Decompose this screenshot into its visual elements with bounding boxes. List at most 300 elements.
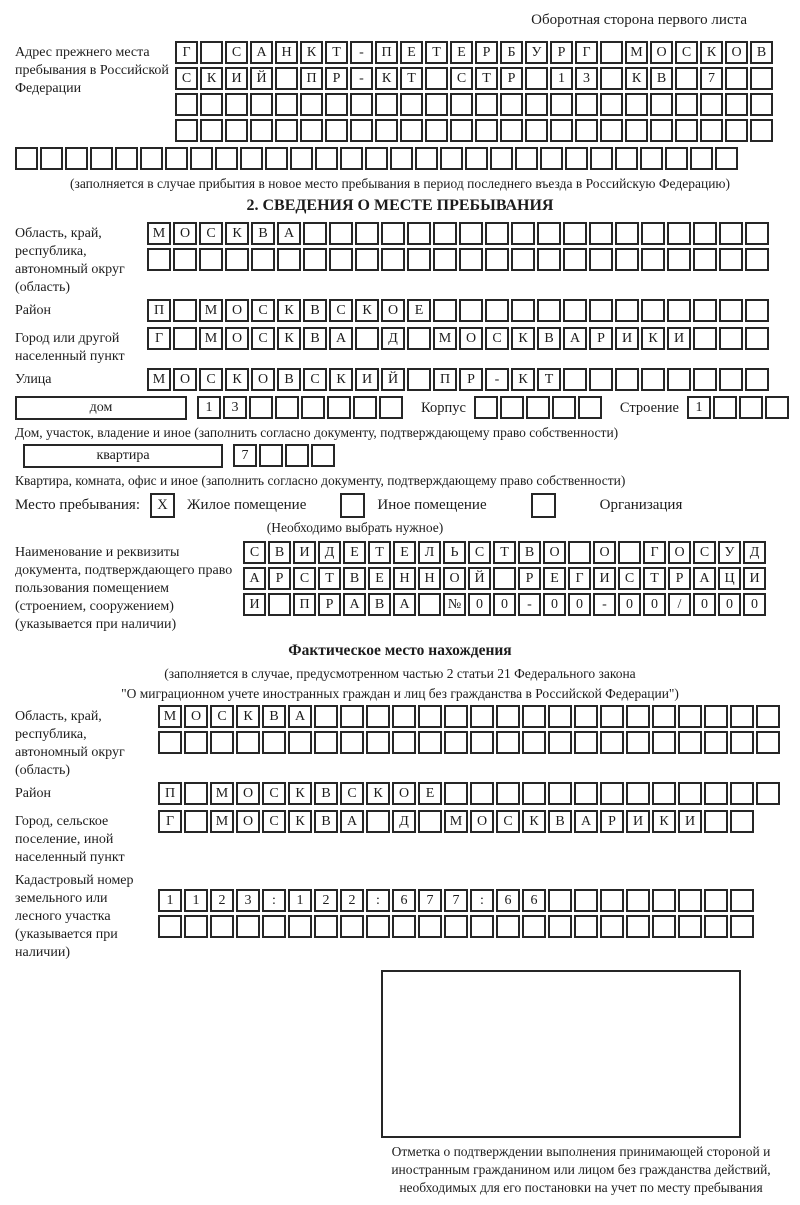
char-cell[interactable]: [425, 93, 448, 116]
char-cell[interactable]: В: [251, 222, 275, 245]
char-cell[interactable]: 2: [314, 889, 338, 912]
char-cell[interactable]: [615, 299, 639, 322]
char-cell[interactable]: 3: [575, 67, 598, 90]
char-cell[interactable]: 0: [643, 593, 666, 616]
char-cell[interactable]: [525, 119, 548, 142]
char-cell[interactable]: [589, 368, 613, 391]
char-cell[interactable]: [184, 915, 208, 938]
char-cell[interactable]: К: [355, 299, 379, 322]
char-cell[interactable]: К: [700, 41, 723, 64]
char-cell[interactable]: [704, 810, 728, 833]
char-cell[interactable]: №: [443, 593, 466, 616]
char-cell[interactable]: [640, 147, 663, 170]
char-cell[interactable]: [739, 396, 763, 419]
char-cell[interactable]: Д: [743, 541, 766, 564]
char-cell[interactable]: [540, 147, 563, 170]
char-cell[interactable]: [552, 396, 576, 419]
char-cell[interactable]: М: [199, 299, 223, 322]
char-cell[interactable]: [719, 368, 743, 391]
char-cell[interactable]: Р: [550, 41, 573, 64]
char-cell[interactable]: Е: [400, 41, 423, 64]
char-cell[interactable]: [485, 299, 509, 322]
char-cell[interactable]: [522, 915, 546, 938]
char-cell[interactable]: [750, 67, 773, 90]
stay-type-checkbox-other[interactable]: [340, 493, 365, 518]
char-cell[interactable]: 6: [522, 889, 546, 912]
char-cell[interactable]: К: [366, 782, 390, 805]
char-cell[interactable]: [315, 147, 338, 170]
char-cell[interactable]: [340, 705, 364, 728]
char-cell[interactable]: [173, 299, 197, 322]
char-cell[interactable]: [615, 248, 639, 271]
char-cell[interactable]: [652, 782, 676, 805]
char-cell[interactable]: [500, 119, 523, 142]
char-cell[interactable]: Г: [147, 327, 171, 350]
char-cell[interactable]: А: [250, 41, 273, 64]
char-cell[interactable]: Т: [493, 541, 516, 564]
char-cell[interactable]: [240, 147, 263, 170]
char-cell[interactable]: [262, 731, 286, 754]
char-cell[interactable]: -: [518, 593, 541, 616]
char-cell[interactable]: В: [650, 67, 673, 90]
char-cell[interactable]: М: [210, 782, 234, 805]
char-cell[interactable]: [548, 705, 572, 728]
char-cell[interactable]: [537, 299, 561, 322]
char-cell[interactable]: Р: [318, 593, 341, 616]
char-cell[interactable]: [262, 915, 286, 938]
char-cell[interactable]: [526, 396, 550, 419]
char-cell[interactable]: [490, 147, 513, 170]
char-cell[interactable]: Е: [543, 567, 566, 590]
char-cell[interactable]: П: [433, 368, 457, 391]
char-cell[interactable]: [590, 147, 613, 170]
char-cell[interactable]: П: [147, 299, 171, 322]
char-cell[interactable]: [675, 119, 698, 142]
char-cell[interactable]: [522, 782, 546, 805]
char-cell[interactable]: [200, 93, 223, 116]
char-cell[interactable]: [173, 327, 197, 350]
char-cell[interactable]: [678, 731, 702, 754]
char-cell[interactable]: [600, 889, 624, 912]
char-cell[interactable]: [511, 299, 535, 322]
char-cell[interactable]: [40, 147, 63, 170]
char-cell[interactable]: В: [262, 705, 286, 728]
char-cell[interactable]: [615, 222, 639, 245]
char-cell[interactable]: О: [650, 41, 673, 64]
char-cell[interactable]: М: [158, 705, 182, 728]
char-cell[interactable]: К: [200, 67, 223, 90]
char-cell[interactable]: [400, 119, 423, 142]
char-cell[interactable]: К: [225, 368, 249, 391]
char-cell[interactable]: [340, 147, 363, 170]
char-cell[interactable]: [719, 327, 743, 350]
char-cell[interactable]: В: [314, 782, 338, 805]
char-cell[interactable]: М: [147, 222, 171, 245]
char-cell[interactable]: [474, 396, 498, 419]
char-cell[interactable]: [470, 782, 494, 805]
char-cell[interactable]: Т: [318, 567, 341, 590]
char-cell[interactable]: [355, 248, 379, 271]
char-cell[interactable]: [600, 915, 624, 938]
char-cell[interactable]: О: [543, 541, 566, 564]
char-cell[interactable]: [459, 248, 483, 271]
char-cell[interactable]: 7: [700, 67, 723, 90]
char-cell[interactable]: [626, 915, 650, 938]
char-cell[interactable]: Й: [381, 368, 405, 391]
char-cell[interactable]: [574, 782, 598, 805]
char-cell[interactable]: [641, 222, 665, 245]
char-cell[interactable]: [525, 67, 548, 90]
char-cell[interactable]: [433, 248, 457, 271]
char-cell[interactable]: Й: [250, 67, 273, 90]
char-cell[interactable]: Ц: [718, 567, 741, 590]
char-cell[interactable]: О: [225, 327, 249, 350]
char-cell[interactable]: [450, 93, 473, 116]
char-cell[interactable]: [355, 222, 379, 245]
char-cell[interactable]: А: [329, 327, 353, 350]
char-cell[interactable]: [485, 248, 509, 271]
char-cell[interactable]: [200, 41, 223, 64]
char-cell[interactable]: С: [199, 368, 223, 391]
char-cell[interactable]: [444, 731, 468, 754]
char-cell[interactable]: Д: [381, 327, 405, 350]
char-cell[interactable]: [285, 444, 309, 467]
char-cell[interactable]: [693, 222, 717, 245]
char-cell[interactable]: [390, 147, 413, 170]
char-cell[interactable]: [667, 299, 691, 322]
char-cell[interactable]: [418, 705, 442, 728]
char-cell[interactable]: [600, 119, 623, 142]
char-cell[interactable]: [215, 147, 238, 170]
char-cell[interactable]: В: [548, 810, 572, 833]
char-cell[interactable]: 3: [236, 889, 260, 912]
char-cell[interactable]: [225, 93, 248, 116]
char-cell[interactable]: [350, 93, 373, 116]
char-cell[interactable]: И: [678, 810, 702, 833]
char-cell[interactable]: [425, 119, 448, 142]
char-cell[interactable]: [444, 915, 468, 938]
char-cell[interactable]: К: [511, 368, 535, 391]
char-cell[interactable]: К: [225, 222, 249, 245]
char-cell[interactable]: К: [329, 368, 353, 391]
char-cell[interactable]: [418, 810, 442, 833]
char-cell[interactable]: О: [236, 810, 260, 833]
char-cell[interactable]: [470, 705, 494, 728]
char-cell[interactable]: [407, 327, 431, 350]
char-cell[interactable]: 6: [392, 889, 416, 912]
char-cell[interactable]: [700, 93, 723, 116]
char-cell[interactable]: 1: [687, 396, 711, 419]
char-cell[interactable]: [574, 889, 598, 912]
char-cell[interactable]: [259, 444, 283, 467]
char-cell[interactable]: Т: [325, 41, 348, 64]
char-cell[interactable]: О: [593, 541, 616, 564]
char-cell[interactable]: [745, 327, 769, 350]
char-cell[interactable]: [574, 915, 598, 938]
char-cell[interactable]: [190, 147, 213, 170]
char-cell[interactable]: [225, 248, 249, 271]
char-cell[interactable]: -: [350, 67, 373, 90]
char-cell[interactable]: В: [268, 541, 291, 564]
char-cell[interactable]: С: [618, 567, 641, 590]
char-cell[interactable]: [366, 915, 390, 938]
char-cell[interactable]: 1: [184, 889, 208, 912]
char-cell[interactable]: /: [668, 593, 691, 616]
char-cell[interactable]: Е: [368, 567, 391, 590]
char-cell[interactable]: В: [343, 567, 366, 590]
char-cell[interactable]: О: [251, 368, 275, 391]
char-cell[interactable]: [500, 396, 524, 419]
char-cell[interactable]: [366, 705, 390, 728]
char-cell[interactable]: К: [277, 299, 301, 322]
char-cell[interactable]: [578, 396, 602, 419]
char-cell[interactable]: Н: [418, 567, 441, 590]
char-cell[interactable]: [210, 731, 234, 754]
char-cell[interactable]: Г: [158, 810, 182, 833]
char-cell[interactable]: [288, 915, 312, 938]
char-cell[interactable]: [745, 368, 769, 391]
char-cell[interactable]: В: [314, 810, 338, 833]
char-cell[interactable]: [565, 147, 588, 170]
char-cell[interactable]: К: [277, 327, 301, 350]
char-cell[interactable]: М: [199, 327, 223, 350]
char-cell[interactable]: [563, 222, 587, 245]
char-cell[interactable]: [715, 147, 738, 170]
char-cell[interactable]: [678, 889, 702, 912]
char-cell[interactable]: [725, 67, 748, 90]
char-cell[interactable]: [652, 705, 676, 728]
char-cell[interactable]: [158, 915, 182, 938]
char-cell[interactable]: [730, 915, 754, 938]
char-cell[interactable]: [589, 299, 613, 322]
char-cell[interactable]: [600, 41, 623, 64]
char-cell[interactable]: О: [236, 782, 260, 805]
char-cell[interactable]: [496, 915, 520, 938]
char-cell[interactable]: Р: [325, 67, 348, 90]
char-cell[interactable]: 7: [444, 889, 468, 912]
char-cell[interactable]: [275, 67, 298, 90]
char-cell[interactable]: В: [750, 41, 773, 64]
char-cell[interactable]: [693, 327, 717, 350]
char-cell[interactable]: [704, 782, 728, 805]
char-cell[interactable]: [459, 299, 483, 322]
char-cell[interactable]: 6: [496, 889, 520, 912]
char-cell[interactable]: И: [615, 327, 639, 350]
char-cell[interactable]: [568, 541, 591, 564]
char-cell[interactable]: [375, 119, 398, 142]
char-cell[interactable]: [450, 119, 473, 142]
char-cell[interactable]: И: [225, 67, 248, 90]
char-cell[interactable]: 3: [223, 396, 247, 419]
char-cell[interactable]: -: [485, 368, 509, 391]
char-cell[interactable]: [563, 368, 587, 391]
char-cell[interactable]: [314, 915, 338, 938]
char-cell[interactable]: [433, 299, 457, 322]
char-cell[interactable]: [730, 705, 754, 728]
char-cell[interactable]: Е: [407, 299, 431, 322]
char-cell[interactable]: 2: [210, 889, 234, 912]
char-cell[interactable]: Л: [418, 541, 441, 564]
char-cell[interactable]: Т: [475, 67, 498, 90]
char-cell[interactable]: К: [236, 705, 260, 728]
char-cell[interactable]: О: [443, 567, 466, 590]
char-cell[interactable]: [652, 731, 676, 754]
char-cell[interactable]: И: [743, 567, 766, 590]
char-cell[interactable]: [184, 731, 208, 754]
char-cell[interactable]: [485, 222, 509, 245]
char-cell[interactable]: [704, 731, 728, 754]
char-cell[interactable]: [392, 731, 416, 754]
char-cell[interactable]: 0: [468, 593, 491, 616]
char-cell[interactable]: С: [329, 299, 353, 322]
char-cell[interactable]: 1: [550, 67, 573, 90]
char-cell[interactable]: [375, 93, 398, 116]
char-cell[interactable]: [225, 119, 248, 142]
char-cell[interactable]: [340, 731, 364, 754]
char-cell[interactable]: А: [343, 593, 366, 616]
char-cell[interactable]: [725, 119, 748, 142]
char-cell[interactable]: [465, 147, 488, 170]
char-cell[interactable]: [719, 222, 743, 245]
char-cell[interactable]: [165, 147, 188, 170]
char-cell[interactable]: [381, 248, 405, 271]
char-cell[interactable]: С: [210, 705, 234, 728]
char-cell[interactable]: [327, 396, 351, 419]
char-cell[interactable]: [675, 93, 698, 116]
char-cell[interactable]: С: [262, 782, 286, 805]
char-cell[interactable]: В: [537, 327, 561, 350]
char-cell[interactable]: И: [355, 368, 379, 391]
char-cell[interactable]: [667, 368, 691, 391]
char-cell[interactable]: [265, 147, 288, 170]
char-cell[interactable]: [756, 731, 780, 754]
char-cell[interactable]: А: [574, 810, 598, 833]
char-cell[interactable]: [522, 705, 546, 728]
char-cell[interactable]: [329, 222, 353, 245]
char-cell[interactable]: 7: [418, 889, 442, 912]
char-cell[interactable]: П: [375, 41, 398, 64]
char-cell[interactable]: Т: [537, 368, 561, 391]
char-cell[interactable]: У: [525, 41, 548, 64]
char-cell[interactable]: 7: [233, 444, 257, 467]
char-cell[interactable]: [650, 119, 673, 142]
char-cell[interactable]: [418, 593, 441, 616]
char-cell[interactable]: 0: [743, 593, 766, 616]
char-cell[interactable]: [200, 119, 223, 142]
char-cell[interactable]: Р: [518, 567, 541, 590]
char-cell[interactable]: Г: [643, 541, 666, 564]
char-cell[interactable]: О: [459, 327, 483, 350]
char-cell[interactable]: [704, 889, 728, 912]
char-cell[interactable]: В: [303, 327, 327, 350]
char-cell[interactable]: [329, 248, 353, 271]
char-cell[interactable]: 0: [618, 593, 641, 616]
char-cell[interactable]: [522, 731, 546, 754]
char-cell[interactable]: М: [433, 327, 457, 350]
char-cell[interactable]: С: [262, 810, 286, 833]
char-cell[interactable]: [288, 731, 312, 754]
char-cell[interactable]: Г: [575, 41, 598, 64]
char-cell[interactable]: [745, 222, 769, 245]
char-cell[interactable]: [175, 119, 198, 142]
char-cell[interactable]: К: [652, 810, 676, 833]
char-cell[interactable]: П: [158, 782, 182, 805]
char-cell[interactable]: [563, 248, 587, 271]
char-cell[interactable]: [314, 705, 338, 728]
char-cell[interactable]: К: [625, 67, 648, 90]
char-cell[interactable]: [418, 915, 442, 938]
char-cell[interactable]: [184, 810, 208, 833]
char-cell[interactable]: Н: [393, 567, 416, 590]
char-cell[interactable]: -: [350, 41, 373, 64]
char-cell[interactable]: [563, 299, 587, 322]
char-cell[interactable]: [575, 93, 598, 116]
char-cell[interactable]: [704, 705, 728, 728]
char-cell[interactable]: С: [340, 782, 364, 805]
char-cell[interactable]: С: [485, 327, 509, 350]
char-cell[interactable]: М: [625, 41, 648, 64]
char-cell[interactable]: [210, 915, 234, 938]
char-cell[interactable]: [300, 93, 323, 116]
char-cell[interactable]: [381, 222, 405, 245]
char-cell[interactable]: [600, 731, 624, 754]
char-cell[interactable]: [350, 119, 373, 142]
char-cell[interactable]: [400, 93, 423, 116]
char-cell[interactable]: [392, 915, 416, 938]
char-cell[interactable]: :: [470, 889, 494, 912]
char-cell[interactable]: [314, 731, 338, 754]
char-cell[interactable]: [475, 93, 498, 116]
char-cell[interactable]: К: [288, 782, 312, 805]
char-cell[interactable]: И: [243, 593, 266, 616]
char-cell[interactable]: [268, 593, 291, 616]
char-cell[interactable]: В: [368, 593, 391, 616]
char-cell[interactable]: 0: [718, 593, 741, 616]
char-cell[interactable]: А: [340, 810, 364, 833]
char-cell[interactable]: [415, 147, 438, 170]
char-cell[interactable]: К: [641, 327, 665, 350]
char-cell[interactable]: [652, 889, 676, 912]
char-cell[interactable]: Р: [475, 41, 498, 64]
char-cell[interactable]: 1: [197, 396, 221, 419]
char-cell[interactable]: :: [262, 889, 286, 912]
char-cell[interactable]: [251, 248, 275, 271]
char-cell[interactable]: [340, 915, 364, 938]
char-cell[interactable]: [589, 248, 613, 271]
char-cell[interactable]: [756, 705, 780, 728]
char-cell[interactable]: [392, 705, 416, 728]
char-cell[interactable]: С: [293, 567, 316, 590]
char-cell[interactable]: [550, 93, 573, 116]
char-cell[interactable]: [667, 222, 691, 245]
char-cell[interactable]: [236, 915, 260, 938]
char-cell[interactable]: [745, 248, 769, 271]
char-cell[interactable]: [353, 396, 377, 419]
char-cell[interactable]: О: [381, 299, 405, 322]
char-cell[interactable]: Д: [318, 541, 341, 564]
char-cell[interactable]: [574, 731, 598, 754]
char-cell[interactable]: У: [718, 541, 741, 564]
char-cell[interactable]: С: [496, 810, 520, 833]
char-cell[interactable]: [713, 396, 737, 419]
char-cell[interactable]: И: [626, 810, 650, 833]
char-cell[interactable]: [626, 782, 650, 805]
char-cell[interactable]: О: [225, 299, 249, 322]
char-cell[interactable]: И: [667, 327, 691, 350]
char-cell[interactable]: С: [199, 222, 223, 245]
char-cell[interactable]: [511, 248, 535, 271]
char-cell[interactable]: [407, 368, 431, 391]
